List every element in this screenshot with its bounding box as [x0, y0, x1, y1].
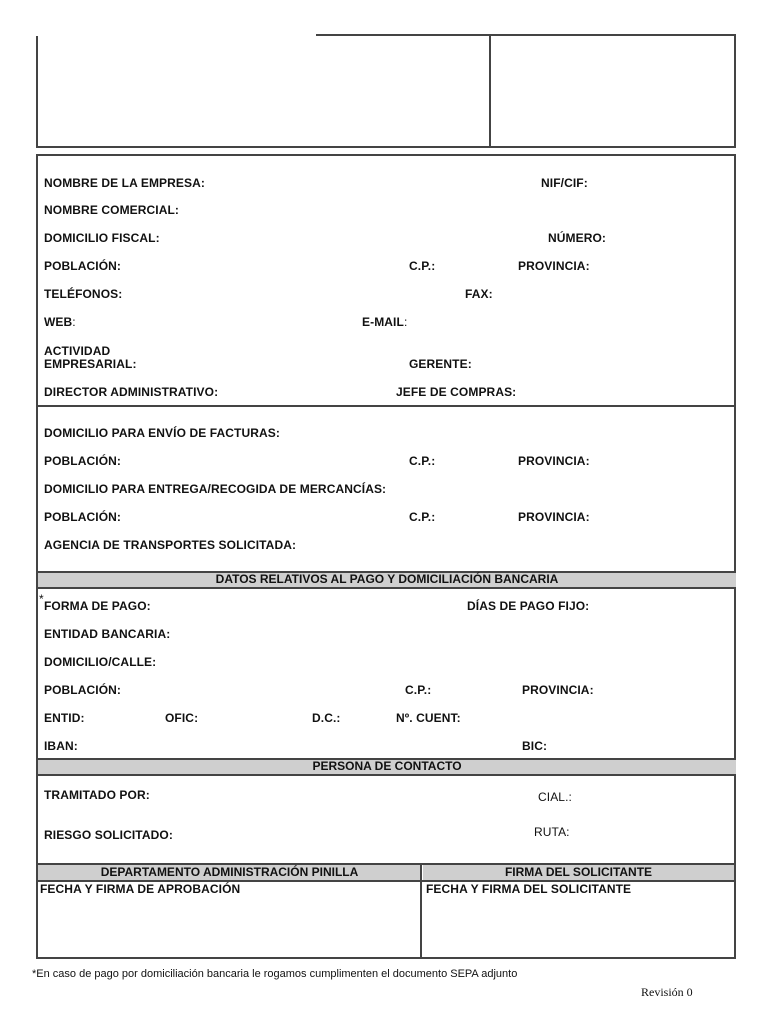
admin-dept-header: DEPARTAMENTO ADMINISTRACIÓN PINILLA	[38, 865, 421, 881]
label-iban: IBAN:	[44, 739, 78, 753]
label-jefe-compras: JEFE DE COMPRAS:	[396, 385, 517, 399]
revision-label: Revisión 0	[641, 985, 693, 999]
label-actividad-2: EMPRESARIAL:	[44, 357, 137, 371]
label-provincia-envio: PROVINCIA:	[518, 454, 590, 468]
label-ofic: OFIC:	[165, 711, 199, 725]
label-email	[362, 316, 407, 329]
label-provincia: PROVINCIA:	[518, 259, 590, 273]
label-nombre-empresa: NOMBRE DE LA EMPRESA:	[44, 176, 205, 190]
label-web-colon: :	[72, 315, 76, 329]
payment-asterisk: *	[39, 592, 44, 606]
label-cp-envio: C.P.:	[409, 454, 436, 468]
label-forma-pago: FORMA DE PAGO:	[44, 599, 151, 613]
label-cp-pago: C.P.:	[405, 683, 432, 697]
divider-company	[36, 405, 736, 407]
payment-section-header: DATOS RELATIVOS AL PAGO Y DOMICILIACIÓN BANCARIA	[38, 571, 736, 589]
label-numero: NÚMERO:	[548, 231, 607, 245]
signature-divider	[420, 863, 422, 959]
label-fax: FAX:	[465, 287, 493, 301]
label-nombre-comercial: NOMBRE COMERCIAL:	[44, 203, 180, 217]
label-provincia-entrega: PROVINCIA:	[518, 510, 590, 524]
label-email-text: E-MAIL	[362, 315, 404, 329]
label-fecha-aprobacion: FECHA Y FIRMA DE APROBACIÓN	[40, 882, 241, 896]
label-poblacion-envio: POBLACIÓN:	[44, 454, 121, 468]
label-director: DIRECTOR ADMINISTRATIVO:	[44, 385, 219, 399]
label-envio-facturas: DOMICILIO PARA ENVÍO DE FACTURAS:	[44, 426, 280, 440]
label-poblacion-entrega: POBLACIÓN:	[44, 510, 121, 524]
label-web-text: WEB	[44, 315, 73, 329]
label-dias-pago: DÍAS DE PAGO FIJO:	[467, 599, 590, 613]
label-entidad-bancaria: ENTIDAD BANCARIA:	[44, 627, 171, 641]
label-cial: CIAL.:	[538, 790, 572, 804]
label-domicilio-calle: DOMICILIO/CALLE:	[44, 655, 157, 669]
top-bottom-border	[36, 146, 736, 148]
label-actividad-1: ACTIVIDAD	[44, 344, 111, 358]
label-num-cuenta: Nº. CUENT:	[396, 711, 461, 725]
label-entrega: DOMICILIO PARA ENTREGA/RECOGIDA DE MERCANCÍAS:	[44, 482, 387, 496]
label-riesgo: RIESGO SOLICITADO:	[44, 828, 173, 842]
label-ruta: RUTA:	[534, 825, 570, 839]
label-poblacion: POBLACIÓN:	[44, 259, 121, 273]
label-entid: ENTID:	[44, 711, 85, 725]
top-divider	[489, 34, 491, 148]
applicant-signature-header: FIRMA DEL SOLICITANTE	[423, 865, 734, 881]
label-nif-cif: NIF/CIF:	[541, 176, 588, 190]
label-agencia: AGENCIA DE TRANSPORTES SOLICITADA:	[44, 538, 297, 552]
label-telefonos: TELÉFONOS:	[44, 287, 123, 301]
label-provincia-pago: PROVINCIA:	[522, 683, 594, 697]
label-fecha-solicitante: FECHA Y FIRMA DEL SOLICITANTE	[426, 882, 632, 896]
top-header-line	[316, 34, 736, 36]
label-cp-entrega: C.P.:	[409, 510, 436, 524]
contact-section-header: PERSONA DE CONTACTO	[38, 758, 736, 776]
label-bic: BIC:	[522, 739, 548, 753]
footer-note: *En caso de pago por domiciliación bancaria le rogamos cumplimenten el documento SEPA adjunto	[32, 968, 518, 980]
label-dc: D.C.:	[312, 711, 341, 725]
label-tramitado: TRAMITADO POR:	[44, 788, 150, 802]
top-left-border	[36, 36, 38, 148]
label-cp: C.P.:	[409, 259, 436, 273]
top-right-border	[734, 34, 736, 148]
label-poblacion-pago: POBLACIÓN:	[44, 683, 121, 697]
label-domicilio-fiscal: DOMICILIO FISCAL:	[44, 231, 160, 245]
label-email-colon: :	[403, 315, 408, 329]
label-gerente: GERENTE:	[409, 357, 472, 371]
label-web	[44, 316, 76, 329]
